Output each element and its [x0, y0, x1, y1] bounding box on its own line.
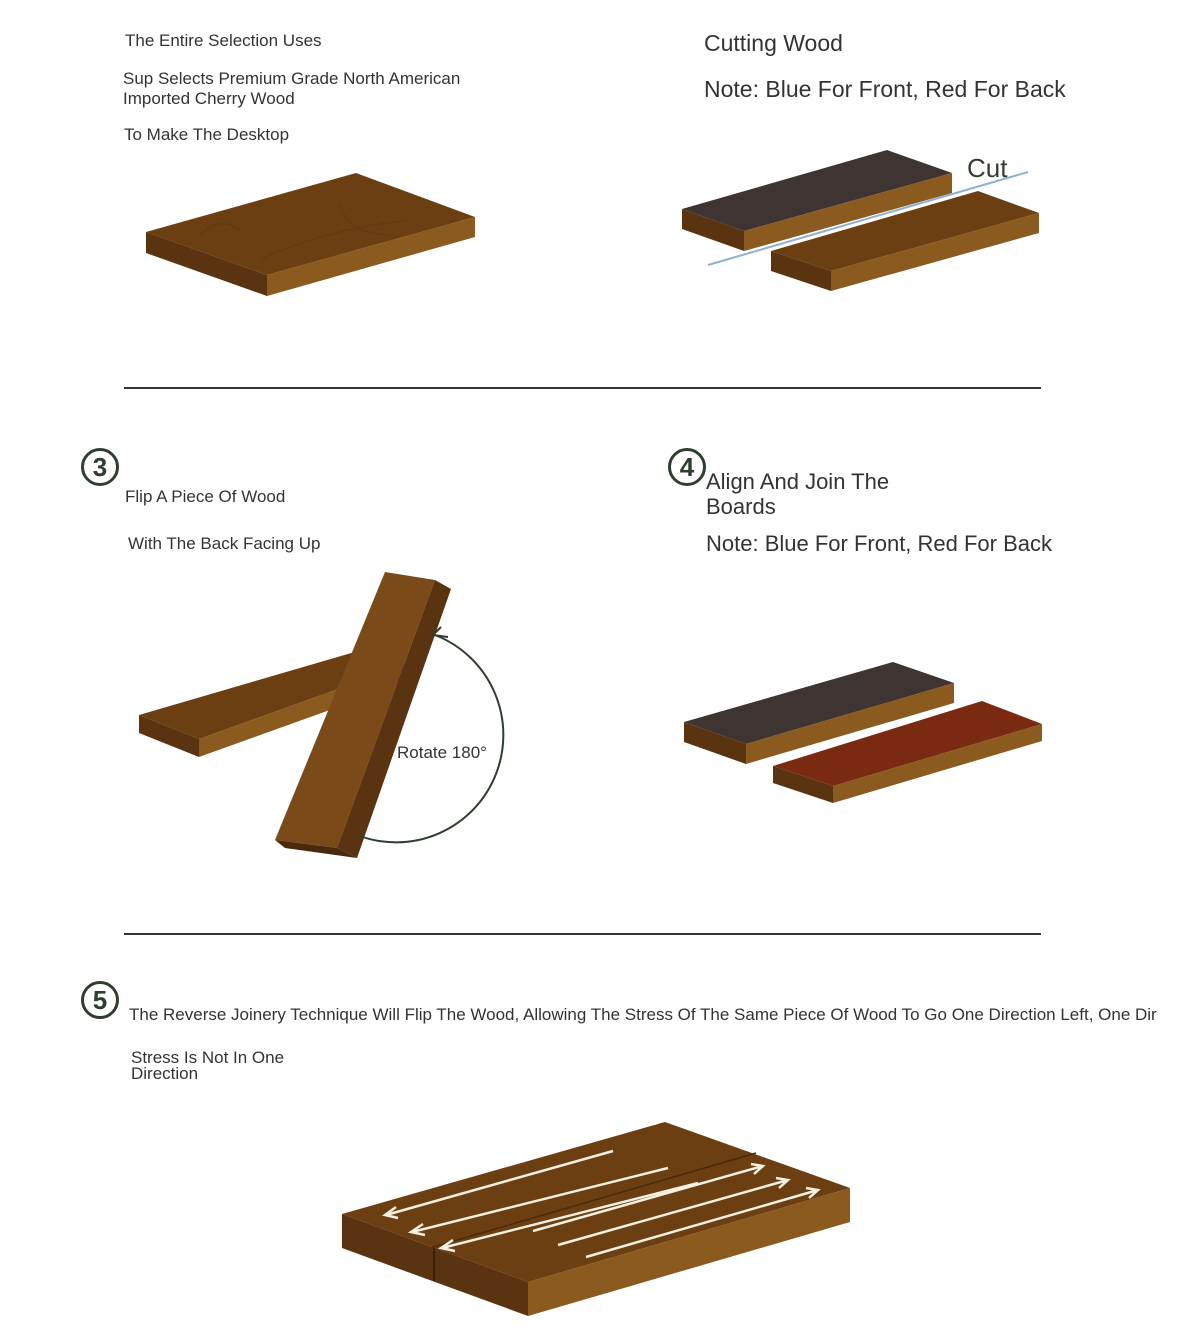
flip-line-1: Flip A Piece Of Wood: [125, 487, 286, 506]
step-5-badge: 5: [81, 981, 119, 1019]
section-divider-2: [124, 933, 1041, 935]
flip-line-2: With The Back Facing Up: [128, 534, 321, 553]
step-4-badge: 4: [668, 448, 706, 486]
cutting-title: Cutting Wood: [704, 30, 843, 56]
rotate-label: Rotate 180°: [397, 743, 487, 762]
join-title: Align And Join The Boards: [706, 469, 890, 519]
stress-note: Stress Is Not In One Direction: [131, 1048, 285, 1083]
step-3-badge: 3: [81, 448, 119, 486]
intro-line-2: Sup Selects Premium Grade North American Imported Cherry Wood: [123, 69, 461, 108]
flip-board-illustration: [135, 565, 515, 865]
cut-label: Cut: [967, 153, 1008, 183]
desktop-board-illustration: [140, 165, 480, 305]
intro-line-1: The Entire Selection Uses: [125, 31, 322, 50]
joinery-description: The Reverse Joinery Technique Will Flip The Wood, Allowing The Stress Of The Same Piece Of Wood To Go One Direction Left, One Dir: [129, 1005, 1157, 1024]
section-divider-1: [124, 387, 1041, 389]
reverse-joinery-illustration: [338, 1118, 858, 1318]
cutting-note: Note: Blue For Front, Red For Back: [704, 76, 1066, 102]
joined-boards-illustration: [680, 655, 1050, 805]
join-note: Note: Blue For Front, Red For Back: [706, 531, 1053, 556]
intro-line-3: To Make The Desktop: [124, 125, 290, 144]
